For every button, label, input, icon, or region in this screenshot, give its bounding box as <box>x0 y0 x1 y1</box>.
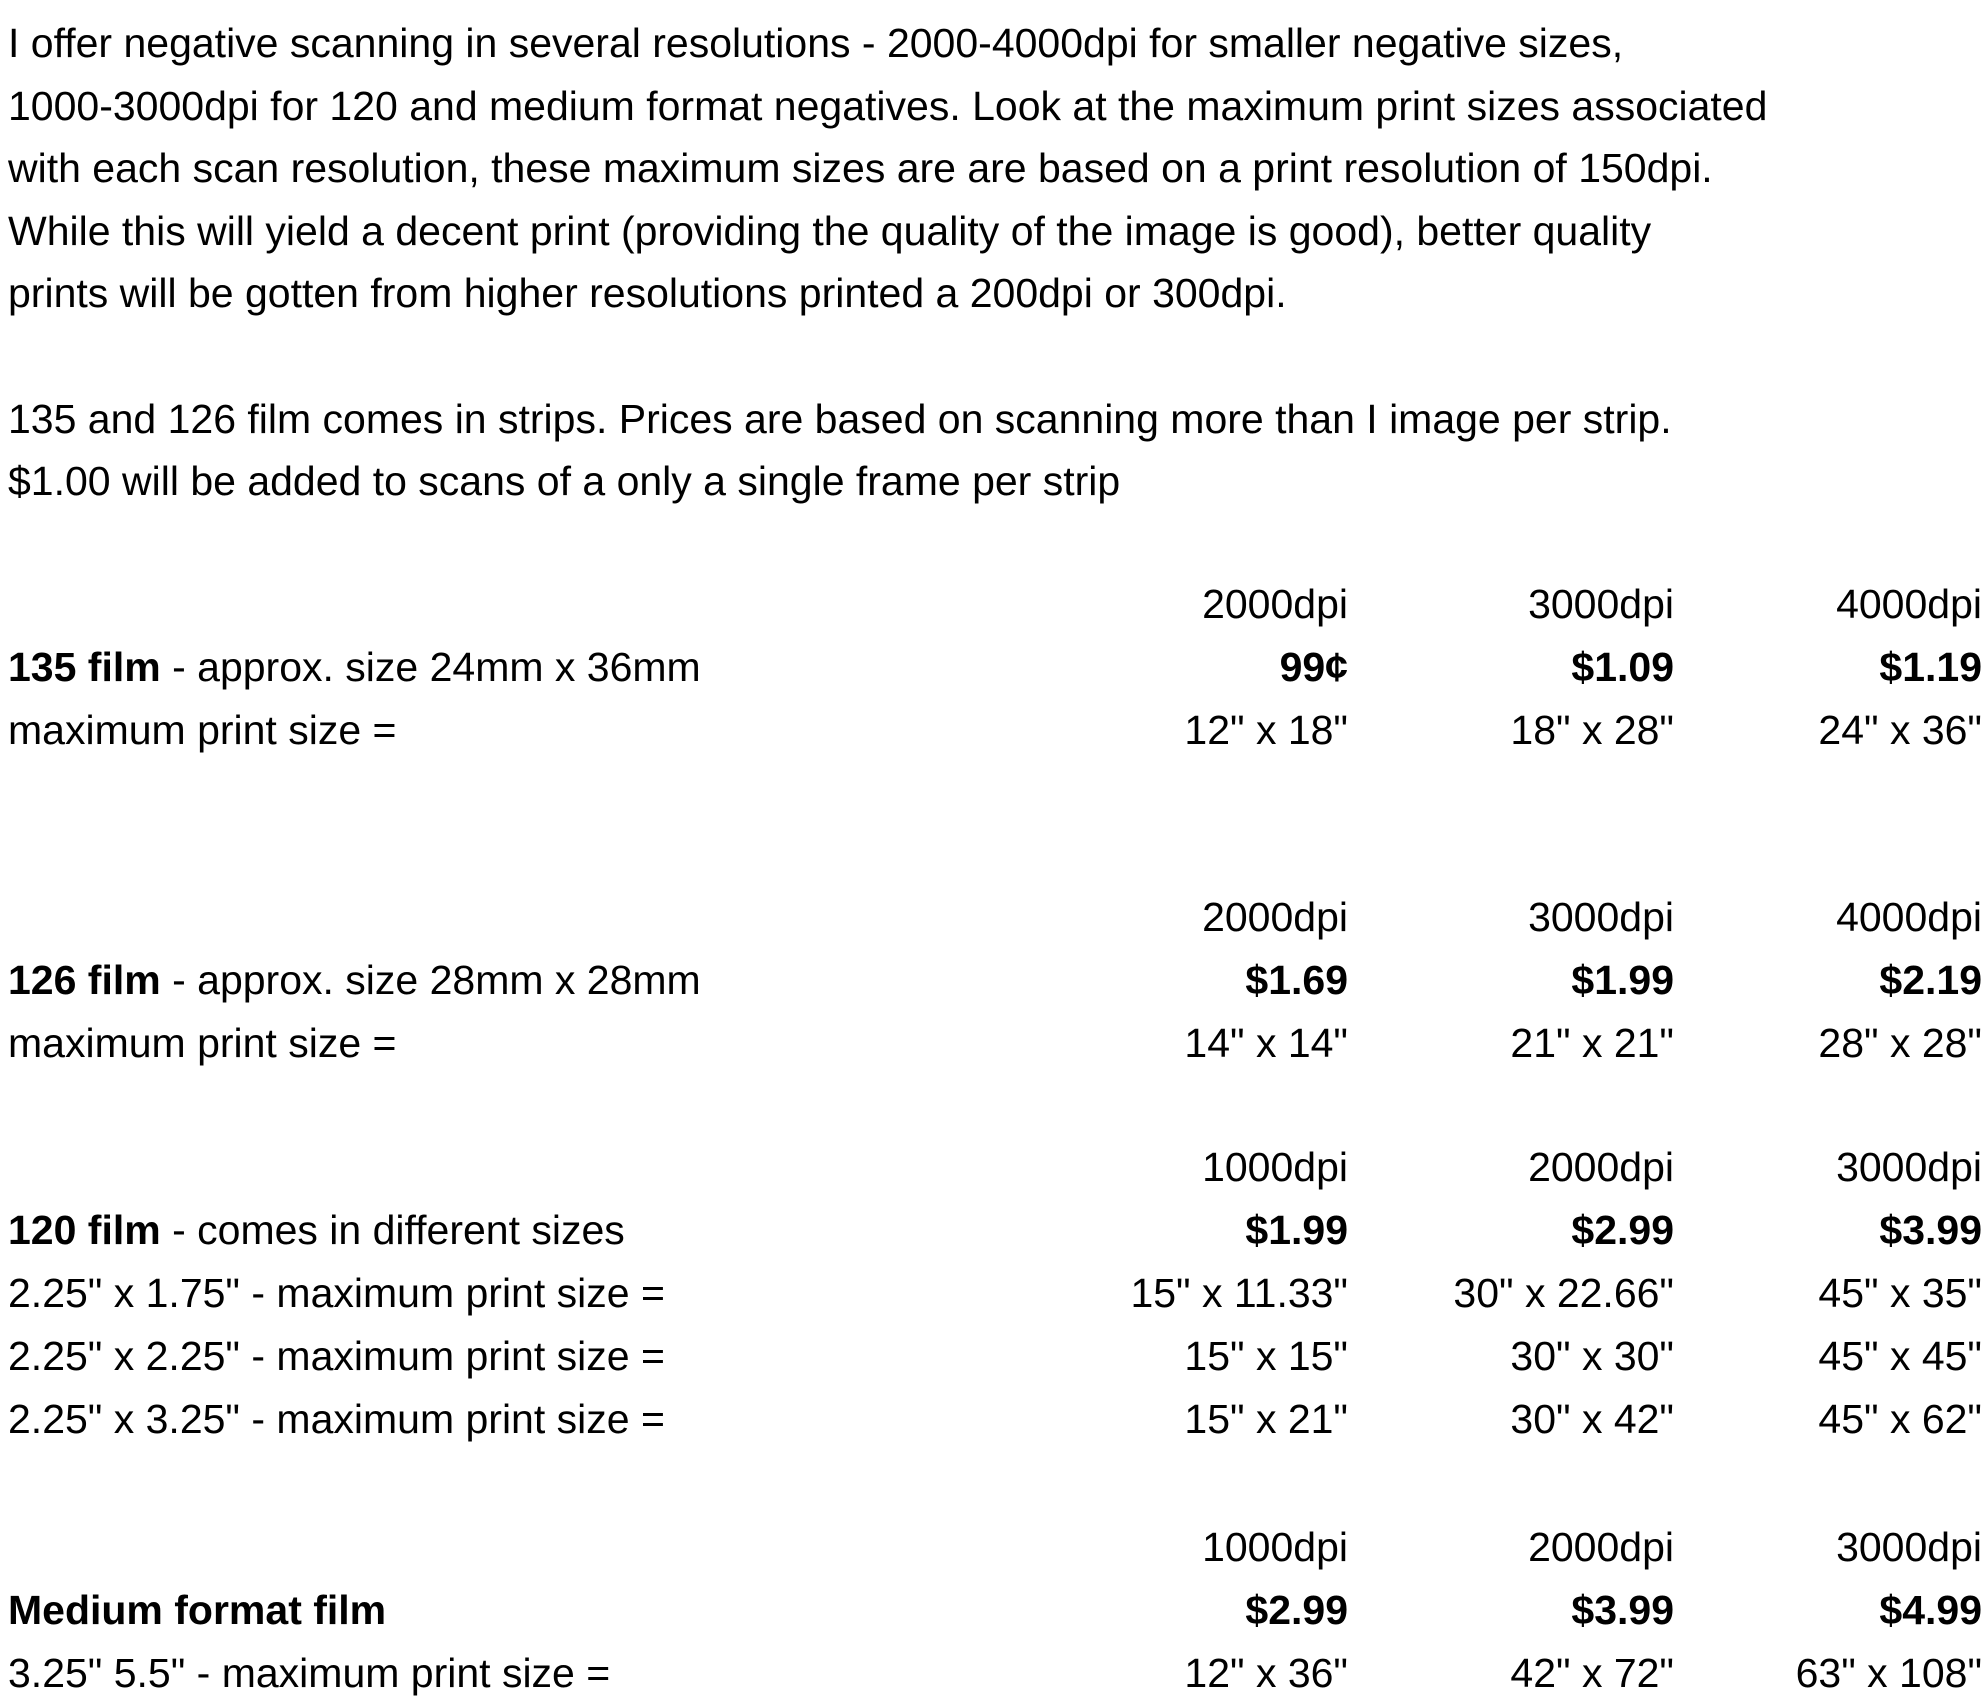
resolution-label: 2000dpi <box>1528 1524 1674 1570</box>
price-row <box>8 949 1983 1012</box>
print-size-value: 28" x 28" <box>1818 1020 1982 1066</box>
resolution-header-row <box>8 573 1983 636</box>
print-size-value: 18" x 28" <box>1510 707 1674 753</box>
print-size-row <box>8 1642 1983 1705</box>
print-size-value: 30" x 30" <box>1510 1333 1674 1379</box>
print-size-row <box>8 1388 1983 1451</box>
print-size-value: 12" x 18" <box>1184 707 1348 753</box>
intro-line: 1000-3000dpi for 120 and medium format negatives. Look at the maximum print sizes associated <box>8 82 1768 129</box>
section-medium-format-film <box>8 1516 1983 1705</box>
resolution-label: 3000dpi <box>1528 581 1674 627</box>
film-name: Medium format film <box>8 1587 387 1633</box>
print-size-value: 30" x 42" <box>1510 1396 1674 1442</box>
price-value: $2.99 <box>1245 1587 1348 1633</box>
print-size-value: 24" x 36" <box>1818 707 1982 753</box>
print-size-value: 45" x 35" <box>1818 1270 1982 1316</box>
price-row <box>8 636 1983 699</box>
resolution-label: 3000dpi <box>1528 894 1674 940</box>
intro-line: $1.00 will be added to scans of a only a single frame per strip <box>8 458 1121 505</box>
intro-line: While this will yield a decent print (providing the quality of the image is good), better quality <box>8 207 1652 254</box>
print-size-value: 42" x 72" <box>1510 1650 1674 1696</box>
price-value: 99¢ <box>1279 644 1348 690</box>
price-value: $2.99 <box>1571 1207 1674 1253</box>
section-126-film <box>8 886 1983 1075</box>
print-size-value: 21" x 21" <box>1510 1020 1674 1066</box>
print-size-value: 30" x 22.66" <box>1453 1270 1674 1316</box>
print-size-label: 3.25" 5.5" - maximum print size = <box>8 1650 611 1696</box>
resolution-label: 1000dpi <box>1202 1144 1348 1190</box>
print-size-row <box>8 699 1983 762</box>
print-size-value: 15" x 11.33" <box>1130 1270 1348 1316</box>
resolution-label: 3000dpi <box>1836 1524 1982 1570</box>
intro-line: with each scan resolution, these maximum sizes are are based on a print resolution of 150dpi. <box>8 145 1713 192</box>
intro-line: 135 and 126 film comes in strips. Prices are based on scanning more than I image per strip. <box>8 395 1672 442</box>
print-size-row <box>8 1262 1983 1325</box>
price-value: $1.69 <box>1245 957 1348 1003</box>
print-size-label: maximum print size = <box>8 1020 397 1066</box>
price-value: $1.09 <box>1571 644 1674 690</box>
print-size-label: 2.25" x 2.25" - maximum print size = <box>8 1333 665 1379</box>
section-120-film <box>8 1136 1983 1451</box>
resolution-label: 2000dpi <box>1202 581 1348 627</box>
film-title <box>8 1579 386 1642</box>
film-description: - approx. size 28mm x 28mm <box>160 957 701 1003</box>
print-size-value: 15" x 15" <box>1184 1333 1348 1379</box>
price-value: $2.19 <box>1879 957 1982 1003</box>
resolution-label: 4000dpi <box>1836 894 1982 940</box>
print-size-value: 63" x 108" <box>1795 1650 1982 1696</box>
price-value: $4.99 <box>1879 1587 1982 1633</box>
print-size-row <box>8 1012 1983 1075</box>
intro-text <box>8 12 1767 513</box>
resolution-header-row <box>8 886 1983 949</box>
print-size-label: 2.25" x 1.75" - maximum print size = <box>8 1270 665 1316</box>
resolution-header-row <box>8 1516 1983 1579</box>
price-value: $3.99 <box>1879 1207 1982 1253</box>
film-name: 135 film <box>8 644 161 690</box>
intro-blank-line <box>8 325 1767 388</box>
price-row <box>8 1199 1983 1262</box>
print-size-label: 2.25" x 3.25" - maximum print size = <box>8 1396 665 1442</box>
resolution-label: 2000dpi <box>1528 1144 1674 1190</box>
film-title <box>8 949 701 1012</box>
film-name: 126 film <box>8 957 161 1003</box>
section-135-film <box>8 573 1983 762</box>
intro-line: I offer negative scanning in several resolutions - 2000-4000dpi for smaller negative sizes, <box>8 20 1624 66</box>
print-size-value: 45" x 45" <box>1818 1333 1982 1379</box>
price-row <box>8 1579 1983 1642</box>
print-size-row <box>8 1325 1983 1388</box>
price-value: $1.99 <box>1571 957 1674 1003</box>
print-size-value: 12" x 36" <box>1184 1650 1348 1696</box>
resolution-label: 2000dpi <box>1202 894 1348 940</box>
resolution-label: 3000dpi <box>1836 1144 1982 1190</box>
print-size-label: maximum print size = <box>8 707 397 753</box>
resolution-label: 4000dpi <box>1836 581 1982 627</box>
film-description: - comes in different sizes <box>160 1207 625 1253</box>
film-name: 120 film <box>8 1207 161 1253</box>
film-title <box>8 1199 625 1262</box>
print-size-value: 45" x 62" <box>1818 1396 1982 1442</box>
film-description: - approx. size 24mm x 36mm <box>160 644 701 690</box>
price-value: $1.19 <box>1879 644 1982 690</box>
price-value: $3.99 <box>1571 1587 1674 1633</box>
price-value: $1.99 <box>1245 1207 1348 1253</box>
print-size-value: 14" x 14" <box>1184 1020 1348 1066</box>
film-title <box>8 636 701 699</box>
intro-line: prints will be gotten from higher resolutions printed a 200dpi or 300dpi. <box>8 270 1287 317</box>
print-size-value: 15" x 21" <box>1184 1396 1348 1442</box>
resolution-header-row <box>8 1136 1983 1199</box>
resolution-label: 1000dpi <box>1202 1524 1348 1570</box>
